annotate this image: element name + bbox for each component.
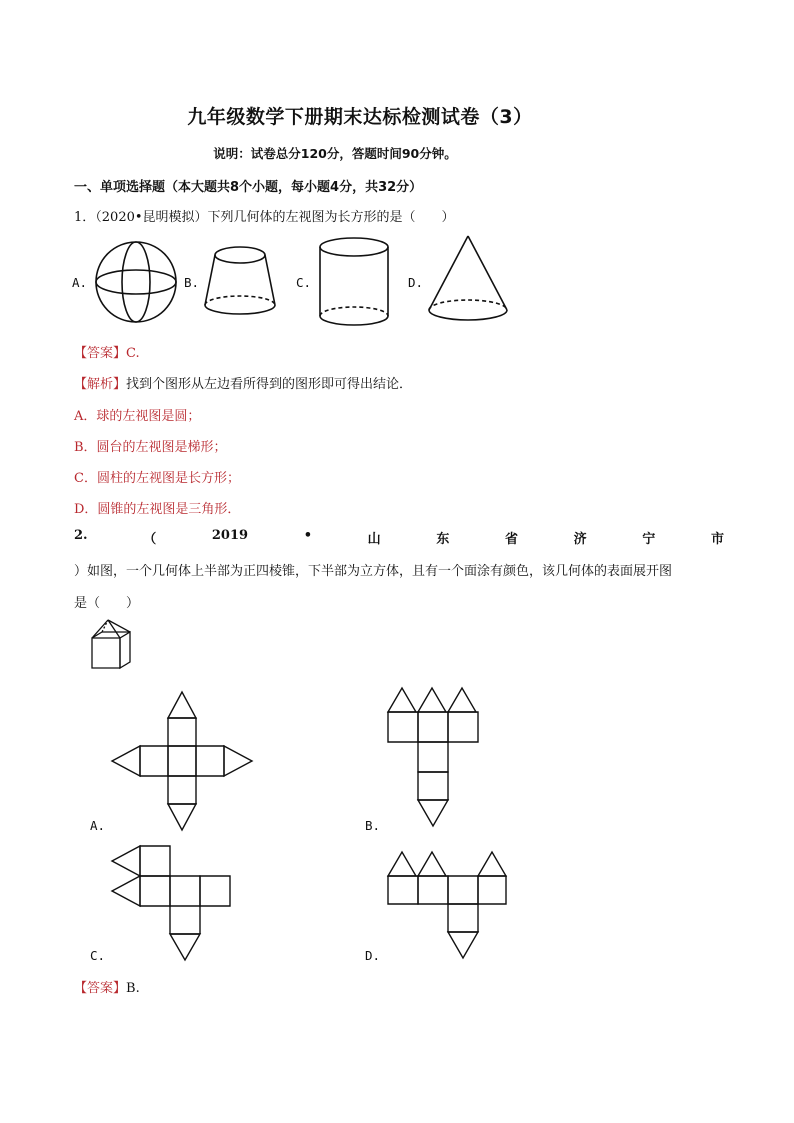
sphere-figure bbox=[94, 240, 178, 324]
q2-source-part: 济 bbox=[573, 532, 587, 547]
pyramid-cube-figure bbox=[90, 616, 134, 672]
q2-text-line-2: ）如图，一个几何体上半部为正四棱锥，下半部为立方体，且有一个面涂有颜色，该几何体的表面展开图 bbox=[74, 564, 673, 579]
analysis-text: 找到个图形从左边看所得到的图形即可得出结论． bbox=[126, 377, 413, 392]
q2-source-part: 山 bbox=[367, 532, 381, 547]
q1-explanation-d: D．圆锥的左视图是三角形． bbox=[74, 502, 241, 517]
q2-option-b-label: B. bbox=[365, 818, 381, 833]
section-heading: 一、单项选择题（本大题共8个小题，每小题4分，共32分） bbox=[74, 180, 423, 195]
q2-option-c-label: C. bbox=[90, 948, 106, 963]
exam-description: 说明：试卷总分120分，答题时间90分钟。 bbox=[213, 146, 457, 161]
q2-source-part: 2019 bbox=[211, 528, 249, 543]
question-2-source-line bbox=[74, 528, 724, 547]
q2-number: 2. bbox=[74, 528, 88, 543]
q2-option-d-label: D. bbox=[365, 948, 381, 963]
q1-explanation-b: B．圆台的左视图是梯形； bbox=[74, 440, 227, 455]
net-option-d bbox=[386, 848, 510, 962]
frustum-figure bbox=[200, 245, 280, 321]
q2-text-line-3: 是（ ） bbox=[74, 596, 140, 611]
q1-analysis bbox=[74, 373, 412, 392]
q1-explanation-c: C．圆柱的左视图是长方形； bbox=[74, 471, 240, 486]
q2-source-part: 宁 bbox=[642, 532, 656, 547]
page-title: 九年级数学下册期末达标检测试卷（3） bbox=[187, 106, 533, 128]
answer-tag: 【答案】 bbox=[74, 346, 127, 361]
q1-option-b-label: B. bbox=[184, 275, 200, 290]
net-option-b bbox=[386, 686, 480, 828]
q1-answer bbox=[74, 342, 140, 361]
net-option-a bbox=[110, 690, 258, 832]
q1-option-d-label: D. bbox=[408, 275, 424, 290]
analysis-tag: 【解析】 bbox=[74, 377, 127, 392]
q2-option-a-label: A. bbox=[90, 818, 106, 833]
q2-source-part: 东 bbox=[436, 532, 450, 547]
cylinder-figure bbox=[318, 236, 392, 330]
cone-figure bbox=[426, 234, 512, 328]
q2-source-part: 市 bbox=[710, 532, 724, 547]
q2-source-part: • bbox=[303, 528, 313, 543]
question-1-text: 1．（2020•昆明模拟）下列几何体的左视图为长方形的是（ ） bbox=[74, 210, 455, 225]
q1-option-c-label: C. bbox=[296, 275, 312, 290]
q2-source-part: 省 bbox=[504, 532, 518, 547]
q2-answer bbox=[74, 977, 140, 996]
q1-option-a-label: A. bbox=[72, 275, 88, 290]
q2-source-part: （ bbox=[143, 532, 157, 547]
answer-tag: 【答案】 bbox=[74, 981, 127, 996]
answer-value: B. bbox=[126, 981, 140, 996]
net-option-c bbox=[110, 844, 236, 962]
answer-value: C. bbox=[126, 346, 140, 361]
q1-explanation-a: A．球的左视图是圆； bbox=[74, 409, 201, 424]
